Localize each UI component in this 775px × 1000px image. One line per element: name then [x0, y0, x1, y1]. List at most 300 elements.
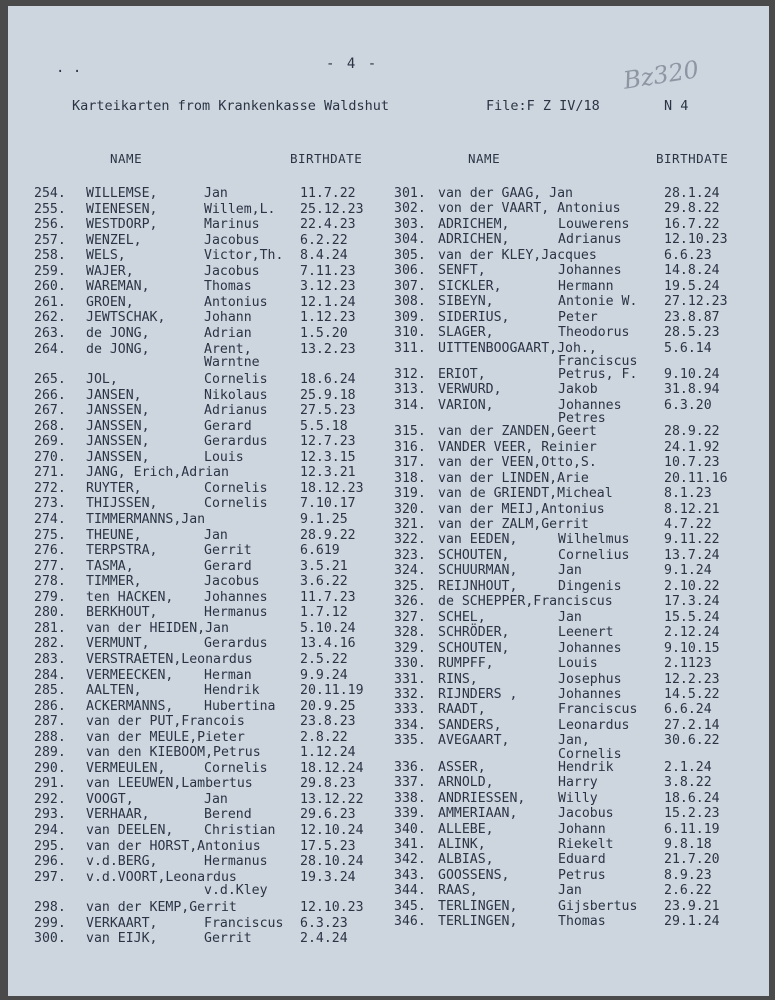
record-birthdate: 9.1.24 — [664, 563, 712, 579]
record-birthdate: 2.1.24 — [664, 759, 712, 775]
record-given-name: Willy — [558, 790, 598, 806]
record-birthdate: 13.2.23 — [300, 341, 356, 357]
record-number: 329. — [394, 640, 426, 656]
record-number: 279. — [34, 589, 66, 605]
record-given-name: Gerard — [204, 558, 252, 574]
record-surname: ARNOLD, — [438, 775, 494, 791]
record-number: 324. — [394, 563, 426, 579]
record-given-name: Berend — [204, 807, 252, 823]
record-number: 282. — [34, 636, 66, 652]
record-birthdate: 4.7.22 — [664, 517, 712, 532]
record-given-name: Petrus, F. — [558, 366, 638, 382]
record-number: 342. — [394, 852, 426, 868]
archive-stamp: Bz320 — [621, 55, 701, 95]
record-surname: SIBEYN, — [438, 294, 494, 310]
record-birthdate: 8.1.23 — [664, 486, 712, 502]
record-given-name: Cornelis — [204, 372, 268, 388]
record-birthdate: 18.6.24 — [664, 790, 720, 806]
record-birthdate: 8.12.21 — [664, 501, 720, 517]
record-birthdate: 1.12.23 — [300, 310, 356, 326]
record-surname: VOOGT, — [86, 791, 134, 807]
record-number: 338. — [394, 790, 426, 806]
record-birthdate: 12.7.23 — [300, 434, 356, 450]
record-birthdate: 7.11.23 — [300, 263, 356, 279]
record-birthdate: 23.8.87 — [664, 309, 720, 325]
record-given-name: Thomas — [204, 279, 252, 295]
record-number: 310. — [394, 325, 426, 341]
record-given-name: Antonie W. — [558, 294, 638, 310]
record-surname: TIMMERMANNS,Jan — [86, 512, 206, 527]
record-number: 333. — [394, 702, 426, 718]
record-given-name: Gerrit — [204, 931, 252, 947]
margin-marks: . . — [56, 60, 82, 76]
record-given-name: Franciscus — [204, 915, 284, 931]
record-birthdate: 22.4.23 — [300, 217, 356, 233]
record-surname: SIDERIUS, — [438, 309, 510, 325]
record-given-name: Hermanus — [204, 605, 268, 621]
record-birthdate: 12.10.23 — [664, 232, 728, 248]
record-birthdate: 6.2.22 — [300, 232, 348, 248]
record-surname: JANSEN, — [86, 387, 142, 403]
record-birthdate: 2.4.24 — [300, 931, 348, 947]
record-surname: WAJER, — [86, 263, 134, 279]
record-given-name: Jacobus — [204, 263, 260, 279]
record-number: 313. — [394, 382, 426, 398]
record-continuation: Franciscus — [558, 353, 638, 369]
record-birthdate: 2.5.22 — [300, 651, 348, 667]
record-given-name: Dingenis — [558, 578, 622, 594]
record-surname: JOL, — [86, 372, 118, 388]
document-title: Karteikarten from Krankenkasse Waldshut — [72, 98, 389, 114]
record-continuation: Petres — [558, 411, 606, 427]
record-birthdate: 29.8.22 — [664, 201, 720, 217]
record-surname: ADRICHEM, — [438, 216, 510, 232]
record-birthdate: 25.12.23 — [300, 201, 364, 217]
record-surname: TERPSTRA, — [86, 543, 158, 559]
record-surname: TERLINGEN, — [438, 914, 518, 930]
record-given-name: Thomas — [558, 914, 606, 930]
record-surname: SCHOUTEN, — [438, 640, 510, 656]
record-number: 346. — [394, 914, 426, 930]
record-given-name: Antonius — [204, 294, 268, 310]
record-birthdate: 10.7.23 — [664, 455, 720, 471]
record-birthdate: 28.1.24 — [664, 186, 720, 201]
record-given-name: Arent, — [204, 341, 252, 357]
record-number: 321. — [394, 517, 426, 532]
record-surname: van der GAAG, Jan — [438, 186, 573, 201]
record-surname: VERHAAR, — [86, 807, 150, 823]
record-number: 303. — [394, 216, 426, 232]
record-given-name: Eduard — [558, 852, 606, 868]
record-number: 316. — [394, 439, 426, 455]
record-surname: ERIOT, — [438, 366, 486, 382]
record-number: 307. — [394, 278, 426, 294]
record-birthdate: 31.8.94 — [664, 382, 720, 398]
record-surname: VANDER VEER, Reinier — [438, 439, 597, 455]
record-number: 270. — [34, 449, 66, 465]
record-number: 280. — [34, 605, 66, 621]
record-birthdate: 9.11.22 — [664, 532, 720, 548]
record-given-name: Johannes — [558, 686, 622, 702]
record-given-name: Cornelius — [558, 547, 630, 563]
record-birthdate: 28.10.24 — [300, 854, 364, 870]
record-number: 341. — [394, 837, 426, 852]
record-birthdate: 28.5.23 — [664, 325, 720, 341]
record-number: 334. — [394, 717, 426, 733]
left-name-header: NAME — [110, 151, 143, 166]
record-number: 323. — [394, 547, 426, 563]
record-surname: de JONG, — [86, 325, 150, 341]
record-number: 326. — [394, 594, 426, 610]
record-birthdate: 13.12.22 — [300, 791, 364, 807]
record-birthdate: 20.11.16 — [664, 470, 728, 486]
record-birthdate: 1.12.24 — [300, 745, 356, 761]
record-surname: van der HEIDEN,Jan — [86, 620, 229, 636]
record-given-name: Jan — [204, 791, 228, 807]
record-number: 328. — [394, 625, 426, 641]
record-given-name: Adrianus — [204, 403, 268, 419]
record-birthdate: 14.5.22 — [664, 686, 720, 702]
record-surname: van DEELEN, — [86, 823, 174, 838]
record-surname: SLAGER, — [438, 325, 494, 341]
record-given-name: Hubertina — [204, 698, 276, 714]
record-birthdate: 14.8.24 — [664, 263, 720, 279]
record-number: 292. — [34, 791, 66, 807]
record-birthdate: 27.12.23 — [664, 294, 728, 310]
record-surname: van LEEUWEN,Lambertus — [86, 776, 253, 792]
record-surname: von der VAART, Antonius — [438, 201, 621, 217]
record-birthdate: 2.6.22 — [664, 883, 712, 899]
record-surname: van der MEULE,Pieter — [86, 729, 245, 745]
record-surname: van der ZANDEN,Geert — [438, 424, 597, 440]
record-number: 306. — [394, 263, 426, 279]
record-birthdate: 18.6.24 — [300, 372, 356, 388]
record-number: 297. — [34, 869, 66, 885]
record-given-name: Gerardus — [204, 434, 268, 450]
record-surname: THEUNE, — [86, 527, 142, 543]
record-number: 344. — [394, 883, 426, 899]
record-surname: VERSTRAETEN,Leonardus — [86, 651, 253, 667]
record-given-name: Johannes — [558, 263, 622, 279]
record-surname: van der MEIJ,Antonius — [438, 501, 605, 517]
record-given-name: Theodorus — [558, 325, 630, 341]
record-number: 276. — [34, 543, 66, 559]
record-surname: VERWURD, — [438, 382, 502, 398]
record-given-name: Riekelt — [558, 837, 614, 852]
record-given-name: Jan — [204, 186, 228, 201]
record-birthdate: 5.10.24 — [300, 620, 356, 636]
record-given-name: Peter — [558, 309, 598, 325]
record-given-name: Johannes — [204, 589, 268, 605]
record-number: 327. — [394, 609, 426, 625]
record-birthdate: 12.3.21 — [300, 465, 356, 481]
record-surname: WILLEMSE, — [86, 186, 158, 201]
record-surname: RAAS, — [438, 883, 478, 899]
record-given-name: Marinus — [204, 217, 260, 233]
record-number: 284. — [34, 667, 66, 683]
record-surname: AALTEN, — [86, 683, 142, 699]
record-surname: van der HORST,Antonius — [86, 838, 261, 854]
record-continuation: Warntne — [204, 355, 260, 371]
record-birthdate: 20.11.19 — [300, 683, 364, 699]
record-birthdate: 28.9.22 — [300, 527, 356, 543]
record-birthdate: 2.12.24 — [664, 625, 720, 641]
record-number: 269. — [34, 434, 66, 450]
record-surname: JEWTSCHAK, — [86, 310, 166, 326]
record-given-name: Gerrit — [204, 543, 252, 559]
record-number: 299. — [34, 915, 66, 931]
record-number: 340. — [394, 821, 426, 837]
record-birthdate: 11.7.22 — [300, 186, 356, 201]
record-surname: ALINK, — [438, 837, 486, 852]
record-birthdate: 9.9.24 — [300, 667, 348, 683]
record-birthdate: 23.9.21 — [664, 898, 720, 914]
record-surname: SCHEL, — [438, 609, 486, 625]
record-surname: ANDRIESSEN, — [438, 790, 526, 806]
record-surname: AVEGAART, — [438, 733, 510, 749]
record-surname: JANSSEN, — [86, 449, 150, 465]
record-given-name: Johannes — [558, 640, 622, 656]
record-given-name: Leonardus — [558, 717, 630, 733]
record-given-name: Louis — [204, 449, 244, 465]
record-birthdate: 12.10.24 — [300, 823, 364, 838]
record-birthdate: 3.8.22 — [664, 775, 712, 791]
record-number: 257. — [34, 232, 66, 248]
record-birthdate: 30.6.22 — [664, 733, 720, 749]
record-surname: BERKHOUT, — [86, 605, 158, 621]
record-birthdate: 27.2.14 — [664, 717, 720, 733]
record-number: 295. — [34, 838, 66, 854]
record-given-name: Jan — [558, 563, 582, 579]
record-birthdate: 7.10.17 — [300, 496, 356, 512]
record-surname: van EIJK, — [86, 931, 158, 947]
record-surname: SCHOUTEN, — [438, 547, 510, 563]
record-number: 265. — [34, 372, 66, 388]
record-surname: WESTDORP, — [86, 217, 158, 233]
record-number: 262. — [34, 310, 66, 326]
record-number: 264. — [34, 341, 66, 357]
record-birthdate: 21.7.20 — [664, 852, 720, 868]
record-surname: v.d.VOORT,Leonardus — [86, 869, 237, 885]
record-given-name: Jakob — [558, 382, 598, 398]
record-birthdate: 13.4.16 — [300, 636, 356, 652]
sheet-number: N 4 — [664, 98, 689, 114]
record-birthdate: 8.9.23 — [664, 867, 712, 883]
record-surname: van der ZALM,Gerrit — [438, 517, 589, 532]
record-given-name: Nikolaus — [204, 387, 268, 403]
record-given-name: Cornelis — [204, 480, 268, 496]
record-given-name: Johann — [204, 310, 252, 326]
record-birthdate: 18.12.23 — [300, 480, 364, 496]
record-number: 275. — [34, 527, 66, 543]
record-birthdate: 5.5.18 — [300, 418, 348, 434]
record-birthdate: 9.10.15 — [664, 640, 720, 656]
record-number: 255. — [34, 201, 66, 217]
record-surname: RUMPFF, — [438, 656, 494, 672]
record-surname: GROEN, — [86, 294, 134, 310]
record-birthdate: 12.10.23 — [300, 900, 364, 916]
record-birthdate: 6.3.20 — [664, 397, 712, 413]
record-number: 277. — [34, 558, 66, 574]
record-surname: GOOSSENS, — [438, 867, 510, 883]
record-birthdate: 25.9.18 — [300, 387, 356, 403]
record-given-name: Victor,Th. — [204, 248, 284, 264]
record-birthdate: 3.12.23 — [300, 279, 356, 295]
record-number: 325. — [394, 578, 426, 594]
record-birthdate: 19.5.24 — [664, 278, 720, 294]
record-surname: ten HACKEN, — [86, 589, 174, 605]
record-birthdate: 15.5.24 — [664, 609, 720, 625]
record-given-name: Louwerens — [558, 216, 630, 232]
record-number: 288. — [34, 729, 66, 745]
record-given-name: Louis — [558, 656, 598, 672]
record-surname: van EEDEN, — [438, 532, 518, 548]
record-birthdate: 29.8.23 — [300, 776, 356, 792]
record-surname: ACKERMANNS, — [86, 698, 174, 714]
record-birthdate: 12.1.24 — [300, 294, 356, 310]
record-surname: van der VEEN,Otto,S. — [438, 455, 597, 471]
record-number: 274. — [34, 512, 66, 527]
record-surname: van den KIEBOOM,Petrus — [86, 745, 261, 761]
record-surname: RIJNDERS , — [438, 686, 518, 702]
record-birthdate: 27.5.23 — [300, 403, 356, 419]
record-given-name: Petrus — [558, 867, 606, 883]
record-number: 258. — [34, 248, 66, 264]
record-given-name: Christian — [204, 823, 276, 838]
record-number: 312. — [394, 366, 426, 382]
record-number: 286. — [34, 698, 66, 714]
record-number: 281. — [34, 620, 66, 636]
record-birthdate: 16.7.22 — [664, 216, 720, 232]
record-surname: RAADT, — [438, 702, 486, 718]
record-birthdate: 17.3.24 — [664, 594, 720, 610]
record-surname: ALBIAS, — [438, 852, 494, 868]
record-number: 337. — [394, 775, 426, 791]
record-number: 293. — [34, 807, 66, 823]
record-birthdate: 2.10.22 — [664, 578, 720, 594]
record-number: 260. — [34, 279, 66, 295]
record-number: 287. — [34, 714, 66, 730]
record-birthdate: 8.4.24 — [300, 248, 348, 264]
record-birthdate: 24.1.92 — [664, 439, 720, 455]
record-number: 319. — [394, 486, 426, 502]
file-reference: File:F Z IV/18 — [486, 98, 600, 114]
record-surname: JANSSEN, — [86, 434, 150, 450]
record-surname: WENZEL, — [86, 232, 142, 248]
record-given-name: Jacobus — [204, 574, 260, 590]
record-birthdate: 12.2.23 — [664, 671, 720, 687]
record-number: 317. — [394, 455, 426, 471]
record-given-name: Adrianus — [558, 232, 622, 248]
record-birthdate: 2.8.22 — [300, 729, 348, 745]
document-page — [8, 6, 769, 996]
record-surname: UITTENBOOGAART,Joh., — [438, 340, 597, 356]
record-number: 294. — [34, 823, 66, 838]
record-surname: TERLINGEN, — [438, 898, 518, 914]
record-given-name: Willem,L. — [204, 201, 276, 217]
record-given-name: Hermann — [558, 278, 614, 294]
record-surname: SENFT, — [438, 263, 486, 279]
record-surname: de JONG, — [86, 341, 150, 357]
right-birthdate-header: BIRTHDATE — [656, 151, 729, 166]
record-surname: WAREMAN, — [86, 279, 150, 295]
record-surname: TASMA, — [86, 558, 134, 574]
record-number: 305. — [394, 247, 426, 263]
record-given-name: Gerard — [204, 418, 252, 434]
record-birthdate: 19.3.24 — [300, 869, 356, 885]
record-given-name: Jan — [558, 883, 582, 899]
record-number: 314. — [394, 397, 426, 413]
record-birthdate: 3.5.21 — [300, 558, 348, 574]
record-number: 285. — [34, 683, 66, 699]
record-birthdate: 11.7.23 — [300, 589, 356, 605]
record-birthdate: 9.8.18 — [664, 837, 712, 852]
record-given-name: Jan — [558, 609, 582, 625]
record-number: 301. — [394, 186, 426, 201]
record-number: 266. — [34, 387, 66, 403]
record-surname: VERMEULEN, — [86, 760, 166, 776]
record-number: 320. — [394, 501, 426, 517]
record-birthdate: 1.7.12 — [300, 605, 348, 621]
record-number: 298. — [34, 900, 66, 916]
record-given-name: Gerardus — [204, 636, 268, 652]
record-number: 311. — [394, 340, 426, 356]
record-birthdate: 9.10.24 — [664, 366, 720, 382]
record-surname: WELS, — [86, 248, 126, 264]
record-given-name: Hendrik — [558, 759, 614, 775]
record-surname: de SCHEPPER,Franciscus — [438, 594, 613, 610]
record-number: 304. — [394, 232, 426, 248]
record-birthdate: 6.6.24 — [664, 702, 712, 718]
record-birthdate: 6.3.23 — [300, 915, 348, 931]
record-number: 318. — [394, 470, 426, 486]
record-surname: ASSER, — [438, 759, 486, 775]
record-surname: van der KLEY,Jacques — [438, 247, 597, 263]
record-surname: ALLEBE, — [438, 821, 494, 837]
right-name-header: NAME — [468, 151, 501, 166]
record-given-name: Hendrik — [204, 683, 260, 699]
record-number: 256. — [34, 217, 66, 233]
record-surname: RUYTER, — [86, 480, 142, 496]
record-birthdate: 18.12.24 — [300, 760, 364, 776]
record-number: 263. — [34, 325, 66, 341]
record-surname: THIJSSEN, — [86, 496, 158, 512]
record-number: 271. — [34, 465, 66, 481]
record-number: 278. — [34, 574, 66, 590]
record-surname: van der KEMP,Gerrit — [86, 900, 237, 916]
record-number: 309. — [394, 309, 426, 325]
record-number: 339. — [394, 806, 426, 822]
record-number: 330. — [394, 656, 426, 672]
record-number: 289. — [34, 745, 66, 761]
record-surname: WIENESEN, — [86, 201, 158, 217]
record-given-name: Johannes — [558, 397, 622, 413]
record-surname: van der LINDEN,Arie — [438, 470, 589, 486]
record-number: 315. — [394, 424, 426, 440]
record-continuation: v.d.Kley — [204, 883, 268, 899]
record-number: 322. — [394, 532, 426, 548]
record-surname: JANG, Erich,Adrian — [86, 465, 229, 481]
record-surname: ADRICHEN, — [438, 232, 510, 248]
record-surname: AMMERIAAN, — [438, 806, 518, 822]
record-given-name: Gijsbertus — [558, 898, 638, 914]
record-birthdate: 6.11.19 — [664, 821, 720, 837]
record-number: 300. — [34, 931, 66, 947]
record-birthdate: 29.6.23 — [300, 807, 356, 823]
record-number: 296. — [34, 854, 66, 870]
record-birthdate: 23.8.23 — [300, 714, 356, 730]
record-given-name: Hermanus — [204, 854, 268, 870]
